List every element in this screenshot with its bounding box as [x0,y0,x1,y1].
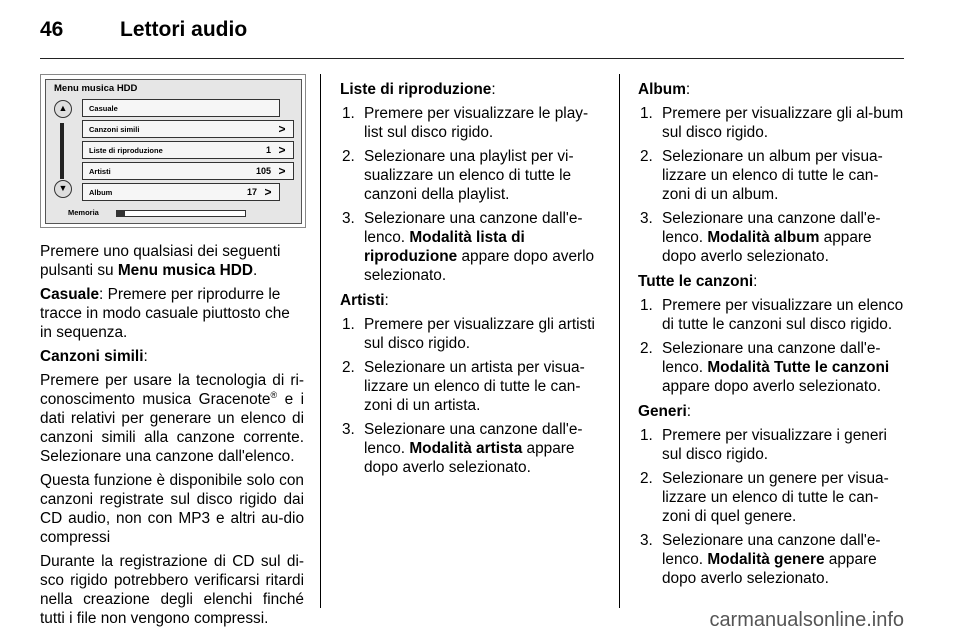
album-steps [638,104,904,266]
menu-row-label: Liste di riproduzione [89,145,163,155]
menu-row-count: 17 [246,187,257,197]
column-2 [340,80,602,483]
generi-steps [638,426,904,588]
list-item: 2. Selezionare un genere per visua-lizzare un elenco di tutte le can-zoni di quel genere. [640,470,889,525]
column-3 [638,80,904,594]
memory-bar [116,210,246,217]
menu-row-count: 1 [265,145,271,155]
list-item: 3. Selezionare una canzone dall'e-lenco. Modalità album appare dopo averlo selezionato. [640,210,881,265]
section-title: Lettori audio [120,18,248,41]
memory-bar-fill [117,211,125,216]
menu-scrollbar [60,123,64,179]
scroll-down-icon: ▼ [54,180,72,198]
chevron-right-icon: > [278,164,286,178]
menu-title: Menu musica HDD [54,83,138,94]
artisti-steps [340,315,602,477]
intro-paragraph: Premere uno qualsiasi dei seguenti pulsanti su Menu musica HDD. [40,243,281,279]
list-item: 2. Selezionare una playlist per vi-sualizzare un elenco di tutte le canzoni della playlist. [342,148,574,203]
memory-label: Memoria [68,208,99,217]
album-heading: Album: [638,81,691,98]
chevron-right-icon: > [264,185,272,199]
watermark-text: carmanualsonline.info [709,609,904,631]
menu-row-count: 105 [255,166,271,176]
generi-heading: Generi: [638,403,692,420]
liste-steps [340,104,602,285]
page-number: 46 [40,18,64,41]
tutte-steps [638,296,904,396]
menu-screen [45,79,302,224]
liste-heading: Liste di riproduzione: [340,81,496,98]
figure-frame [40,74,306,228]
column-divider-2 [619,74,620,608]
simili-paragraph-1: Premere per usare la tecnologia di ri-conoscimento musica Gracenote® e i dati relativi per generare un elenco di canzoni simili alla canzone corrente. Selezionare una canzone dall'elenco. [40,372,304,465]
tutte-heading: Tutte le canzoni: [638,273,758,290]
list-item: 3. Selezionare una canzone dall'e-lenco. Modalità lista di riproduzione appare dopo averlo selezionato. [342,210,595,284]
scroll-up-icon: ▲ [54,100,72,118]
column-1 [40,242,304,633]
simili-heading: Canzoni simili: [40,348,148,365]
list-item: 2. Selezionare una canzone dall'e-lenco. Modalità Tutte le canzoni appare dopo averlo selezionato. [640,340,890,395]
chevron-right-icon: > [278,143,286,157]
hdd-menu-figure [40,74,306,238]
list-item: 1. Premere per visualizzare le play-list sul disco rigido. [342,105,589,141]
list-item: 2. Selezionare un album per visua-lizzare un elenco di tutte le can-zoni di un album. [640,148,883,203]
menu-row-casuale [82,99,280,117]
list-item: 1. Premere per visualizzare un elenco di tutte le canzoni sul disco rigido. [640,297,904,333]
menu-row-label: Canzoni simili [89,124,140,134]
menu-row-label: Album [89,187,113,197]
chevron-right-icon: > [278,122,286,136]
menu-row-canzoni-simili [82,120,294,138]
header-rule [40,58,904,59]
list-item: 1. Premere per visualizzare gli al-bum sul disco rigido. [640,105,904,141]
artisti-heading: Artisti: [340,292,389,309]
list-item: 3. Selezionare una canzone dall'e-lenco. Modalità artista appare dopo averlo selezionato. [342,421,583,476]
menu-row-liste [82,141,294,159]
list-item: 1. Premere per visualizzare gli artisti sul disco rigido. [342,316,595,352]
casuale-paragraph: Casuale: Premere per riprodurre le tracce in modo casuale piuttosto che in sequenza. [40,286,290,341]
simili-paragraph-3: Durante la registrazione di CD sul di-sco rigido potrebbero verificarsi ritardi nella creazione degli elenchi finché tutti i file non vengono compressi. [40,553,304,627]
list-item: 3. Selezionare una canzone dall'e-lenco. Modalità genere appare dopo averlo selezionato. [640,532,881,587]
simili-paragraph-2: Questa funzione è disponibile solo con canzoni registrate sul disco rigido dai CD audio, non con MP3 e altri au-dio compressi [40,472,304,546]
menu-row-label: Casuale [89,103,118,113]
page-header [40,18,247,48]
menu-row-label: Artisti [89,166,111,176]
column-divider-1 [320,74,321,608]
list-item: 2. Selezionare un artista per visua-lizzare un elenco di tutte le can-zoni di un artista. [342,359,585,414]
menu-row-album [82,183,280,201]
menu-row-artisti [82,162,294,180]
list-item: 1. Premere per visualizzare i generi sul disco rigido. [640,427,887,463]
